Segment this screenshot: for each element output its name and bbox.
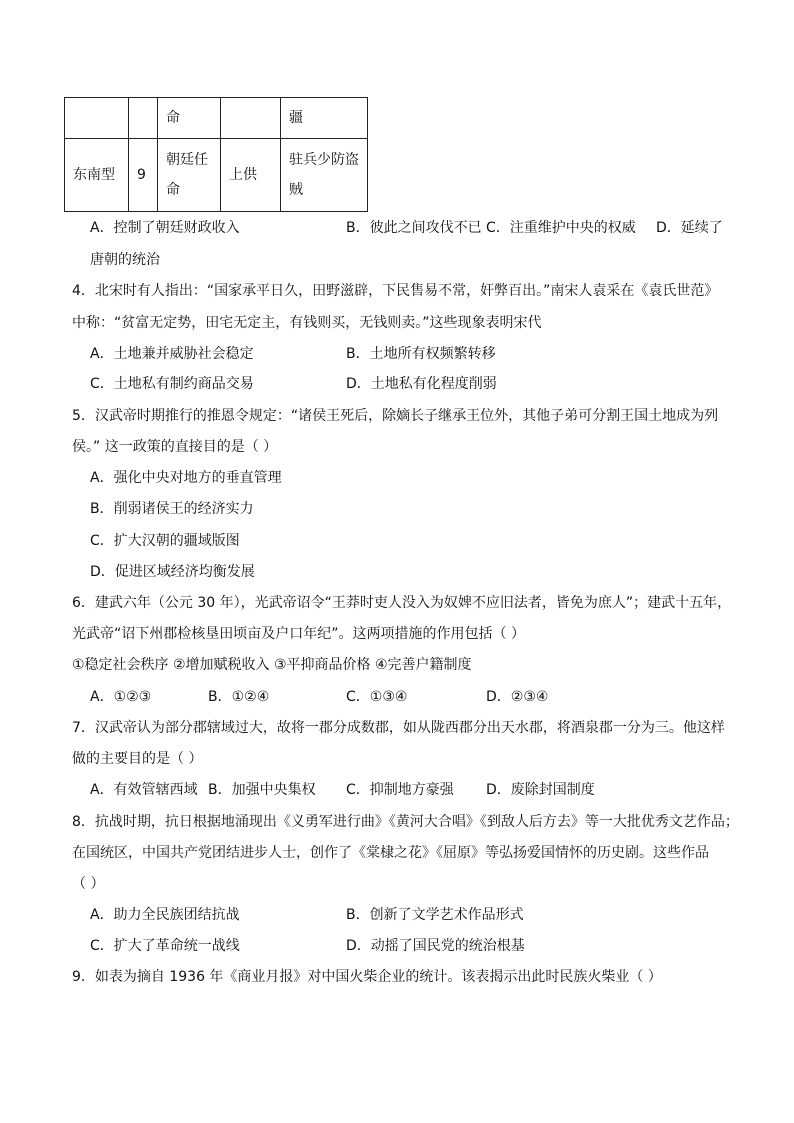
- table-cell: 东南型: [65, 139, 129, 212]
- q3-option-d: D．延续了: [656, 220, 723, 236]
- q3-option-b: B．彼此之间攻伐不已: [346, 220, 482, 236]
- q7-stem-line2: 做的主要目的是（ ）: [72, 751, 203, 767]
- q8-option-c: C．扩大了革命统一战线: [90, 938, 240, 954]
- cell-line: 命: [166, 182, 180, 198]
- q3-option-a: A．控制了朝廷财政收入: [90, 220, 240, 236]
- q7-option-d: D．废除封国制度: [486, 782, 595, 798]
- table-cell: [65, 98, 129, 139]
- q6-option-d: D．②③④: [486, 689, 549, 705]
- q8-option-b: B．创新了文学艺术作品形式: [346, 907, 524, 923]
- table-cell: [158, 139, 221, 212]
- q7-option-c: C．抑制地方豪强: [346, 782, 454, 798]
- table-cell: 上供: [221, 139, 281, 212]
- q5-option-a: A．强化中央对地方的垂直管理: [90, 470, 282, 486]
- table-row: [65, 98, 368, 139]
- q8-stem-line1: 8．抗战时期，抗日根据地涌现出《义勇军进行曲》《黄河大合唱》《到敌人后方去》等一大批优秀文艺作品；: [72, 814, 739, 830]
- q4-stem-line1: 4．北宋时有人指出：“国家承平日久，田野滋辟，下民售易不常，奸弊百出。”南宋人袁采在《袁氏世范》: [72, 283, 719, 299]
- table-cell: 疆: [281, 98, 368, 139]
- q6-option-b: B．①②④: [208, 689, 270, 705]
- table-cell: [281, 139, 368, 212]
- cell-line: 驻兵少防盗: [289, 152, 359, 168]
- table-cell: [221, 98, 281, 139]
- cell-line: 贼: [289, 182, 303, 198]
- q4-stem-line2: 中称：“贫富无定势，田宅无定主，有钱则买，无钱则卖。”这些现象表明宋代: [72, 315, 542, 331]
- q9-stem-line1: 9．如表为摘自 1936 年《商业月报》对中国火柴企业的统计。该表揭示出此时民族火柴业（ ）: [72, 969, 662, 985]
- q8-stem-line2: 在国统区，中国共产党团结进步人士，创作了《棠棣之花》《屈原》等弘扬爱国情怀的历史剧。这些作品: [72, 845, 709, 861]
- q4-option-c: C．土地私有制约商品交易: [90, 376, 254, 392]
- q6-items: ①稳定社会秩序 ②增加赋税收入 ③平抑商品价格 ④完善户籍制度: [72, 657, 472, 673]
- q4-option-a: A．土地兼并威胁社会稳定: [90, 346, 254, 362]
- q8-stem-line3: （ ）: [72, 876, 105, 892]
- table-cell: 命: [158, 98, 221, 139]
- table-cell: [129, 98, 158, 139]
- q7-option-a: A．有效管辖西域: [90, 782, 198, 798]
- q6-stem-line2: 光武帝“诏下州郡检核垦田顷亩及户口年纪”。这两项措施的作用包括（ ）: [72, 626, 525, 642]
- cell-line: 朝廷任: [166, 152, 208, 168]
- q5-option-b: B．削弱诸侯王的经济实力: [90, 501, 254, 517]
- q5-option-d: D．促进区域经济均衡发展: [90, 564, 255, 580]
- q7-option-b: B．加强中央集权: [208, 782, 316, 798]
- q3-option-d-cont: 唐朝的统治: [90, 252, 160, 268]
- q5-stem-line2: 侯。” 这一政策的直接目的是（ ）: [72, 439, 278, 455]
- q6-stem-line1: 6．建武六年（公元 30 年），光武帝诏令“王莽时吏人没入为奴婢不应旧法者，皆免为庶人”；建武十五年，: [72, 595, 732, 611]
- q4-option-b: B．土地所有权频繁转移: [346, 346, 496, 362]
- q8-option-a: A．助力全民族团结抗战: [90, 907, 240, 923]
- q5-stem-line1: 5．汉武帝时期推行的推恩令规定：“诸侯王死后，除嫡长子继承王位外，其他子弟可分割王国土地成为列: [72, 408, 719, 424]
- q3-option-c: C．注重维护中央的权威: [486, 220, 636, 236]
- q8-option-d: D．动摇了国民党的统治根基: [346, 938, 525, 954]
- q4-option-d: D．土地私有化程度削弱: [346, 376, 497, 392]
- q6-option-a: A．①②③: [90, 689, 152, 705]
- q7-stem-line1: 7．汉武帝认为部分郡辖域过大，故将一郡分成数郡，如从陇西郡分出天水郡，将酒泉郡一分为三。他这样: [72, 720, 725, 736]
- table-cell: 9: [129, 139, 158, 212]
- q5-option-c: C．扩大汉朝的疆域版图: [90, 533, 240, 549]
- data-table: [64, 97, 368, 212]
- q6-option-c: C．①③④: [346, 689, 408, 705]
- table-row: [65, 139, 368, 212]
